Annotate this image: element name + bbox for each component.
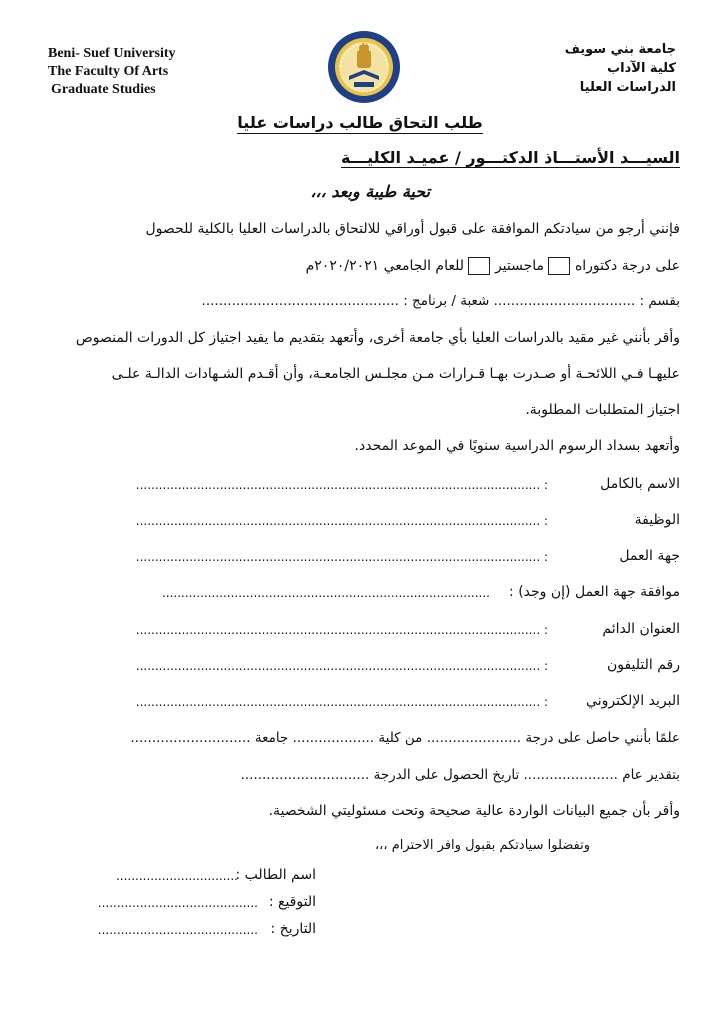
permanent-address-field[interactable]: : .......................................................................................................... (135, 623, 548, 637)
email-label: البريد الإلكتروني (586, 693, 680, 709)
university-seal-logo (327, 30, 401, 104)
department-name-en: Graduate Studies (51, 82, 156, 97)
fees-pledge: وأتعهد بسداد الرسوم الدراسية سنويًا في الموعد المحدد. (354, 438, 680, 454)
academic-year-label: للعام الجامعي ٢٠٢٠/٢٠٢١م (305, 258, 465, 274)
declaration-line-3: اجتياز المتطلبات المطلوبة. (525, 402, 680, 418)
email-field[interactable]: : .......................................................................................................... (135, 695, 548, 709)
doctorate-checkbox[interactable] (548, 257, 570, 275)
university-name-ar: جامعة بني سويف (564, 42, 676, 57)
grade-date-field[interactable]: بتقدير عام ...................... تاريخ الحصول على الدرجة .............................. (240, 767, 680, 783)
greeting: تحية طيبة وبعد ،،، (310, 182, 430, 201)
student-name-label: اسم الطالب : (235, 867, 316, 883)
masters-checkbox[interactable] (468, 257, 490, 275)
date-label: التاريخ : (270, 921, 316, 937)
employer-approval-label: موافقة جهة العمل (إن وجد) : (509, 584, 680, 600)
full-name-field[interactable]: : .......................................................................................................... (135, 478, 548, 492)
masters-label: ماجستير (494, 258, 545, 274)
accuracy-declaration: وأقر بأن جميع البيانات الواردة عالية صحيحة وتحت مسئوليتي الشخصية. (268, 803, 680, 819)
job-label: الوظيفة (634, 512, 680, 528)
declaration-line-1: وأقر بأنني غير مقيد بالدراسات العليا بأي جامعة أخرى، وأتعهد بتقديم ما يفيد اجتياز كل الدورات المنصوص (75, 330, 680, 346)
university-name-en: Beni- Suef University (48, 46, 176, 61)
signature-field[interactable]: .......................................... (97, 896, 258, 910)
phone-field[interactable]: : .......................................................................................................... (135, 659, 548, 673)
degree-line (306, 257, 680, 275)
employer-label: جهة العمل (619, 548, 680, 564)
department-program-field[interactable]: بقسم : ................................. شعبة / برنامج : .............................................. (201, 293, 680, 309)
department-name-ar: الدراسات العليا (579, 80, 676, 95)
employer-field[interactable]: : .......................................................................................................... (135, 550, 548, 564)
closing-line: وتفضلوا سيادتكم بقبول وافر الاحترام ،،، (374, 838, 590, 853)
full-name-label: الاسم بالكامل (600, 476, 680, 492)
student-name-field[interactable]: ................................ (115, 869, 238, 883)
request-paragraph: فإنني أرجو من سيادتكم الموافقة على قبول أوراقي للالتحاق بالدراسات العليا بالكلية للحصول (145, 221, 680, 237)
faculty-name-en: The Faculty Of Arts (48, 64, 169, 79)
faculty-name-ar: كلية الآداب (607, 61, 676, 76)
addressee-line: السيـــد الأستـــاذ الدكتـــور / عميـد الكليـــة (340, 148, 680, 167)
declaration-line-2: عليهـا فـي اللائحـة أو صـدرت بهـا قـرارات مـن مجلـس الجامعـة، وأن أقـدم الشـهادات الدالـة علـى (111, 366, 680, 382)
signature-label: التوقيع : (268, 894, 316, 910)
employer-approval-field[interactable]: ...................................................................................... (161, 586, 490, 600)
job-field[interactable]: : .......................................................................................................... (135, 514, 548, 528)
qualification-field[interactable]: علمًا بأنني حاصل على درجة ...................... من كلية ................... جامعة ............................ (130, 730, 680, 746)
phone-label: رقم التليفون (606, 657, 680, 673)
permanent-address-label: العنوان الدائم (602, 621, 680, 637)
date-field[interactable]: .......................................... (97, 923, 258, 937)
form-title: طلب التحاق طالب دراسات عليا (237, 113, 483, 132)
doctorate-label: على درجة دكتوراه (574, 258, 680, 274)
